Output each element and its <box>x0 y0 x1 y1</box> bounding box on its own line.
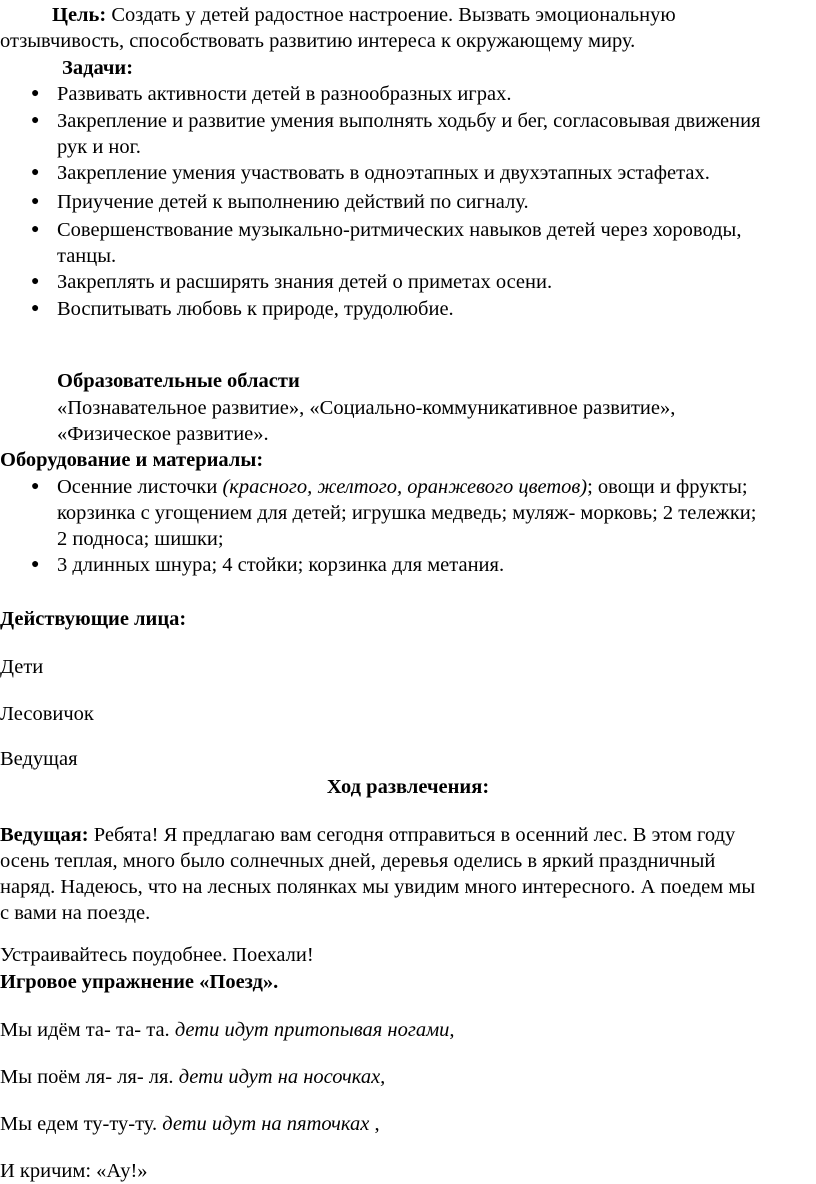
course-heading: Ход развлечения: <box>326 776 490 798</box>
goal-text: Создать у детей радостное настроение. Вызвать эмоциональную <box>106 4 676 26</box>
course-paragraph-cont: с вами на поезде. <box>0 902 151 924</box>
task-item-cont: танцы. <box>57 245 117 267</box>
bullet-icon: ● <box>31 165 40 180</box>
character-item: Ведущая <box>0 748 78 770</box>
verse-line: Мы поём ля- ля- ля. дети идут на носочках, <box>0 1066 386 1088</box>
goal-text-cont: отзывчивость, способствовать развитию интереса к окружающему миру. <box>0 30 636 52</box>
course-paragraph-cont: наряд. Надеюсь, что на лесных полянках мы увидим много интересного. А поедем мы <box>0 876 756 898</box>
task-item: Развивать активности детей в разнообразных играх. <box>57 83 512 105</box>
characters-heading: Действующие лица: <box>0 608 187 630</box>
task-item: Совершенствование музыкально-ритмических навыков детей через хороводы, <box>57 219 742 241</box>
task-item: Закрепление умения участвовать в одноэтапных и двухэтапных эстафетах. <box>57 162 710 184</box>
course-paragraph: Ведущая: Ребята! Я предлагаю вам сегодня отправиться в осенний лес. В этом году <box>0 824 736 846</box>
equipment-heading: Оборудование и материалы: <box>0 449 264 471</box>
verse-line: Мы едем ту-ту-ту. дети идут на пяточках , <box>0 1113 380 1135</box>
course-paragraph: Устраивайтесь поудобнее. Поехали! <box>0 944 314 966</box>
task-item: Воспитывать любовь к природе, трудолюбие. <box>57 298 454 320</box>
bullet-icon: ● <box>31 274 40 289</box>
equipment-item: 3 длинных шнура; 4 стойки; корзинка для метания. <box>57 554 505 576</box>
goal-label: Цель: <box>52 4 107 26</box>
speaker-label: Ведущая: <box>0 824 89 846</box>
equipment-item-cont: корзинка с угощением для детей; игрушка медведь; муляж- морковь; 2 тележки; <box>57 502 757 524</box>
areas-heading: Образовательные области <box>57 370 300 392</box>
areas-text-cont: «Физическое развитие». <box>57 423 269 445</box>
equipment-item-cont: 2 подноса; шишки; <box>57 528 224 550</box>
bullet-icon: ● <box>31 479 40 494</box>
task-item: Закрепление и развитие умения выполнять ходьбу и бег, согласовывая движения <box>57 110 761 132</box>
task-item: Закреплять и расширять знания детей о приметах осени. <box>57 271 553 293</box>
course-paragraph-cont: осень теплая, много было солнечных дней, деревья оделись в яркий праздничный <box>0 850 716 872</box>
character-item: Лесовичок <box>0 703 94 725</box>
equipment-item: Осенние листочки (красного, желтого, оранжевого цветов); овощи и фрукты; <box>57 476 748 498</box>
bullet-icon: ● <box>31 301 40 316</box>
exercise-title: Игровое упражнение «Поезд». <box>0 971 279 993</box>
areas-text: «Познавательное развитие», «Социально-коммуникативное развитие», <box>57 397 676 419</box>
bullet-icon: ● <box>31 86 40 101</box>
tasks-heading: Задачи: <box>62 57 134 79</box>
goal-line <box>52 2 676 28</box>
verse-line: Мы идём та- та- та. дети идут притопывая ногами, <box>0 1019 455 1041</box>
verse-last-line: И кричим: «Ау!» <box>0 1160 148 1182</box>
bullet-icon: ● <box>31 113 40 128</box>
task-item-cont: рук и ног. <box>57 136 141 158</box>
bullet-icon: ● <box>31 222 40 237</box>
bullet-icon: ● <box>31 194 40 209</box>
character-item: Дети <box>0 656 44 678</box>
bullet-icon: ● <box>31 557 40 572</box>
task-item: Приучение детей к выполнению действий по сигналу. <box>57 191 529 213</box>
